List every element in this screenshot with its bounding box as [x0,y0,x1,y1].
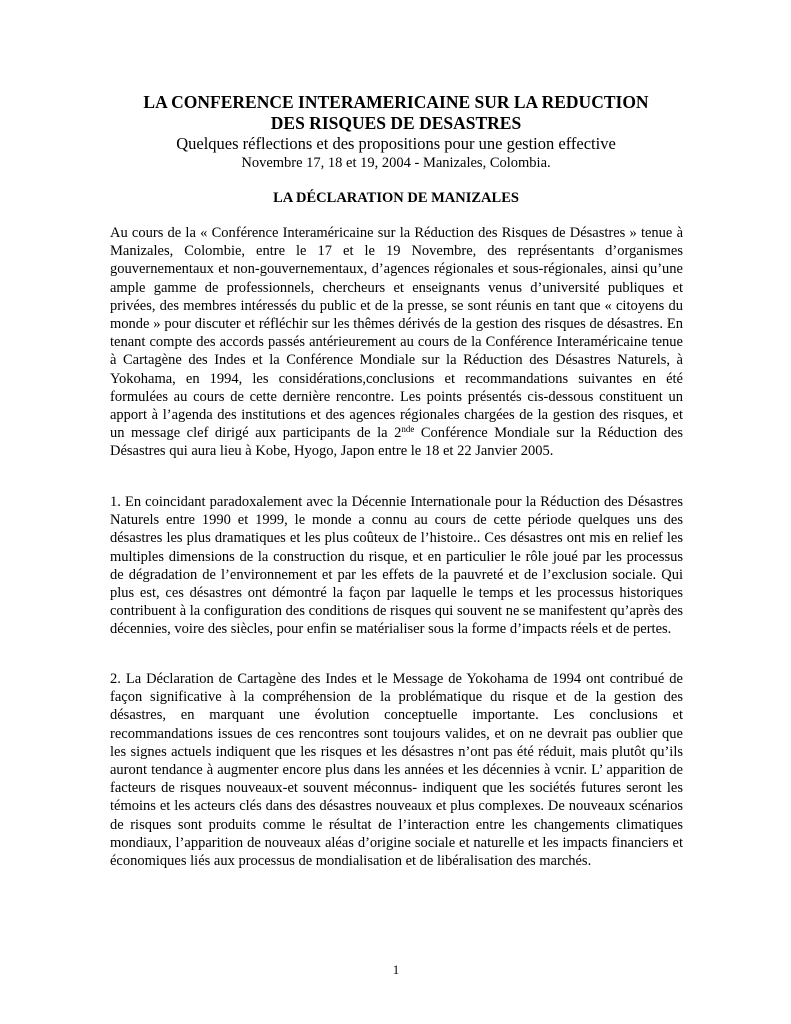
document-title-line-1: LA CONFERENCE INTERAMERICAINE SUR LA REDUCTION [143,92,649,112]
document-header [110,92,682,172]
point-1-paragraph: 1. En coincidant paradoxalement avec la Décennie Internationale pour la Réduction des Désastres Naturels entre 1990 et 1999, le monde a connu au cours de cette période quelques uns des désastres les plus dramatiques et les plus coûteux de l’histoire.. Ces désastres ont mis en relief les multiples dimensions de la construction du risque, et en particulier le rôle joué par les processus de dégradation de l’environnement et par les effets de la pauvreté et de l’exclusion sociale. Qui plus est, ces désastres ont démontré la façon par laquelle le temps et les processus historiques contribuent à la configuration des conditions de risques qui souvent ne se manifestent qu’après des décennies, voire des siècles, pour enfin se matérialiser sous la forme d’impacts réels et de pertes. [110,494,683,638]
document-subtitle: Quelques réflections et des propositions pour une gestion effective [176,134,616,153]
intro-paragraph [110,224,683,461]
document-title-line-2: DES RISQUES DE DESASTRES [270,113,522,133]
intro-text-part-2: Conférence Mondiale sur la Réduction des Désastres qui aura lieu à Kobe, Hyogo, Japon entre le 18 et 22 Janvier 2005. [110,425,683,460]
event-dates-location: Novembre 17, 18 et 19, 2004 - Manizales, Colombia. [241,155,551,171]
intro-text-part-1: Au cours de la « Conférence Interaméricaine sur la Réduction des Risques de Désastres » tenue à Manizales, Colombie, entre le 17 et le 19 Novembre, des représentants d’organismes gouvernementaux et non-gouvernementaux, d’agences régionales et sous-régionales, ainsi qu’une ample gamme de professionnels, chercheurs et enseignants venus d’université publiques et privées, des membres intéressés du public et de la presse, se sont réunis en tant que « citoyens du monde » pour discuter et réfléchir sur les thêmes dérivés de la gestion des risques de désastres. En tenant compte des accords passés antérieurement au cours de la Conférence Interaméricaine tenue à Cartagène des Indes et la Conférence Mondiale sur la Réduction des Désastres Naturels, à Yokohama, en 1994, les considérations,conclusions et recommandations suivantes en été formulées au cours de cette dernière rencontre. Les points présentés cis-dessous constituent un apport à l’agenda des institutions et des agences régionales chargées de la gestion des risques, et un message clef dirigé aux participants de la 2 [110,225,683,442]
ordinal-superscript: nde [401,424,415,435]
section-title: LA DÉCLARATION DE MANIZALES [273,190,519,206]
point-2-paragraph: 2. La Déclaration de Cartagène des Indes et le Message de Yokohama de 1994 ont contribué de façon significative à la compréhension de la problématique du risque et de la gestion des désastres, en marquant une évolution conceptuelle importante. Les conclusions et recommandations issues de ces rencontres sont toujours valides, et on ne devrait pas oublier que les signes actuels indiquent que les risques et les désastres n’ont pas été réduit, mais plutôt qu’ils auront tendance à augmenter encore plus dans les années et les décennies à vcnir. L’ apparition de facteurs de risques nouveaux-et souvent méconnus- indiquent que les sociétés futures seront les témoins et les acteurs clés dans des désastres nouveaux et plus complexes. De nouveaux scénarios de risques sont produits comme le résultat de l’interaction entre les changements climatiques mondiaux, l’apparition de nouveaux aléas d’origine sociale et naturelle et les impacts financiers et économiques liés aux processus de mondialisation et de libéralisation des marchés. [110,671,683,870]
page-number: 1 [392,963,400,977]
